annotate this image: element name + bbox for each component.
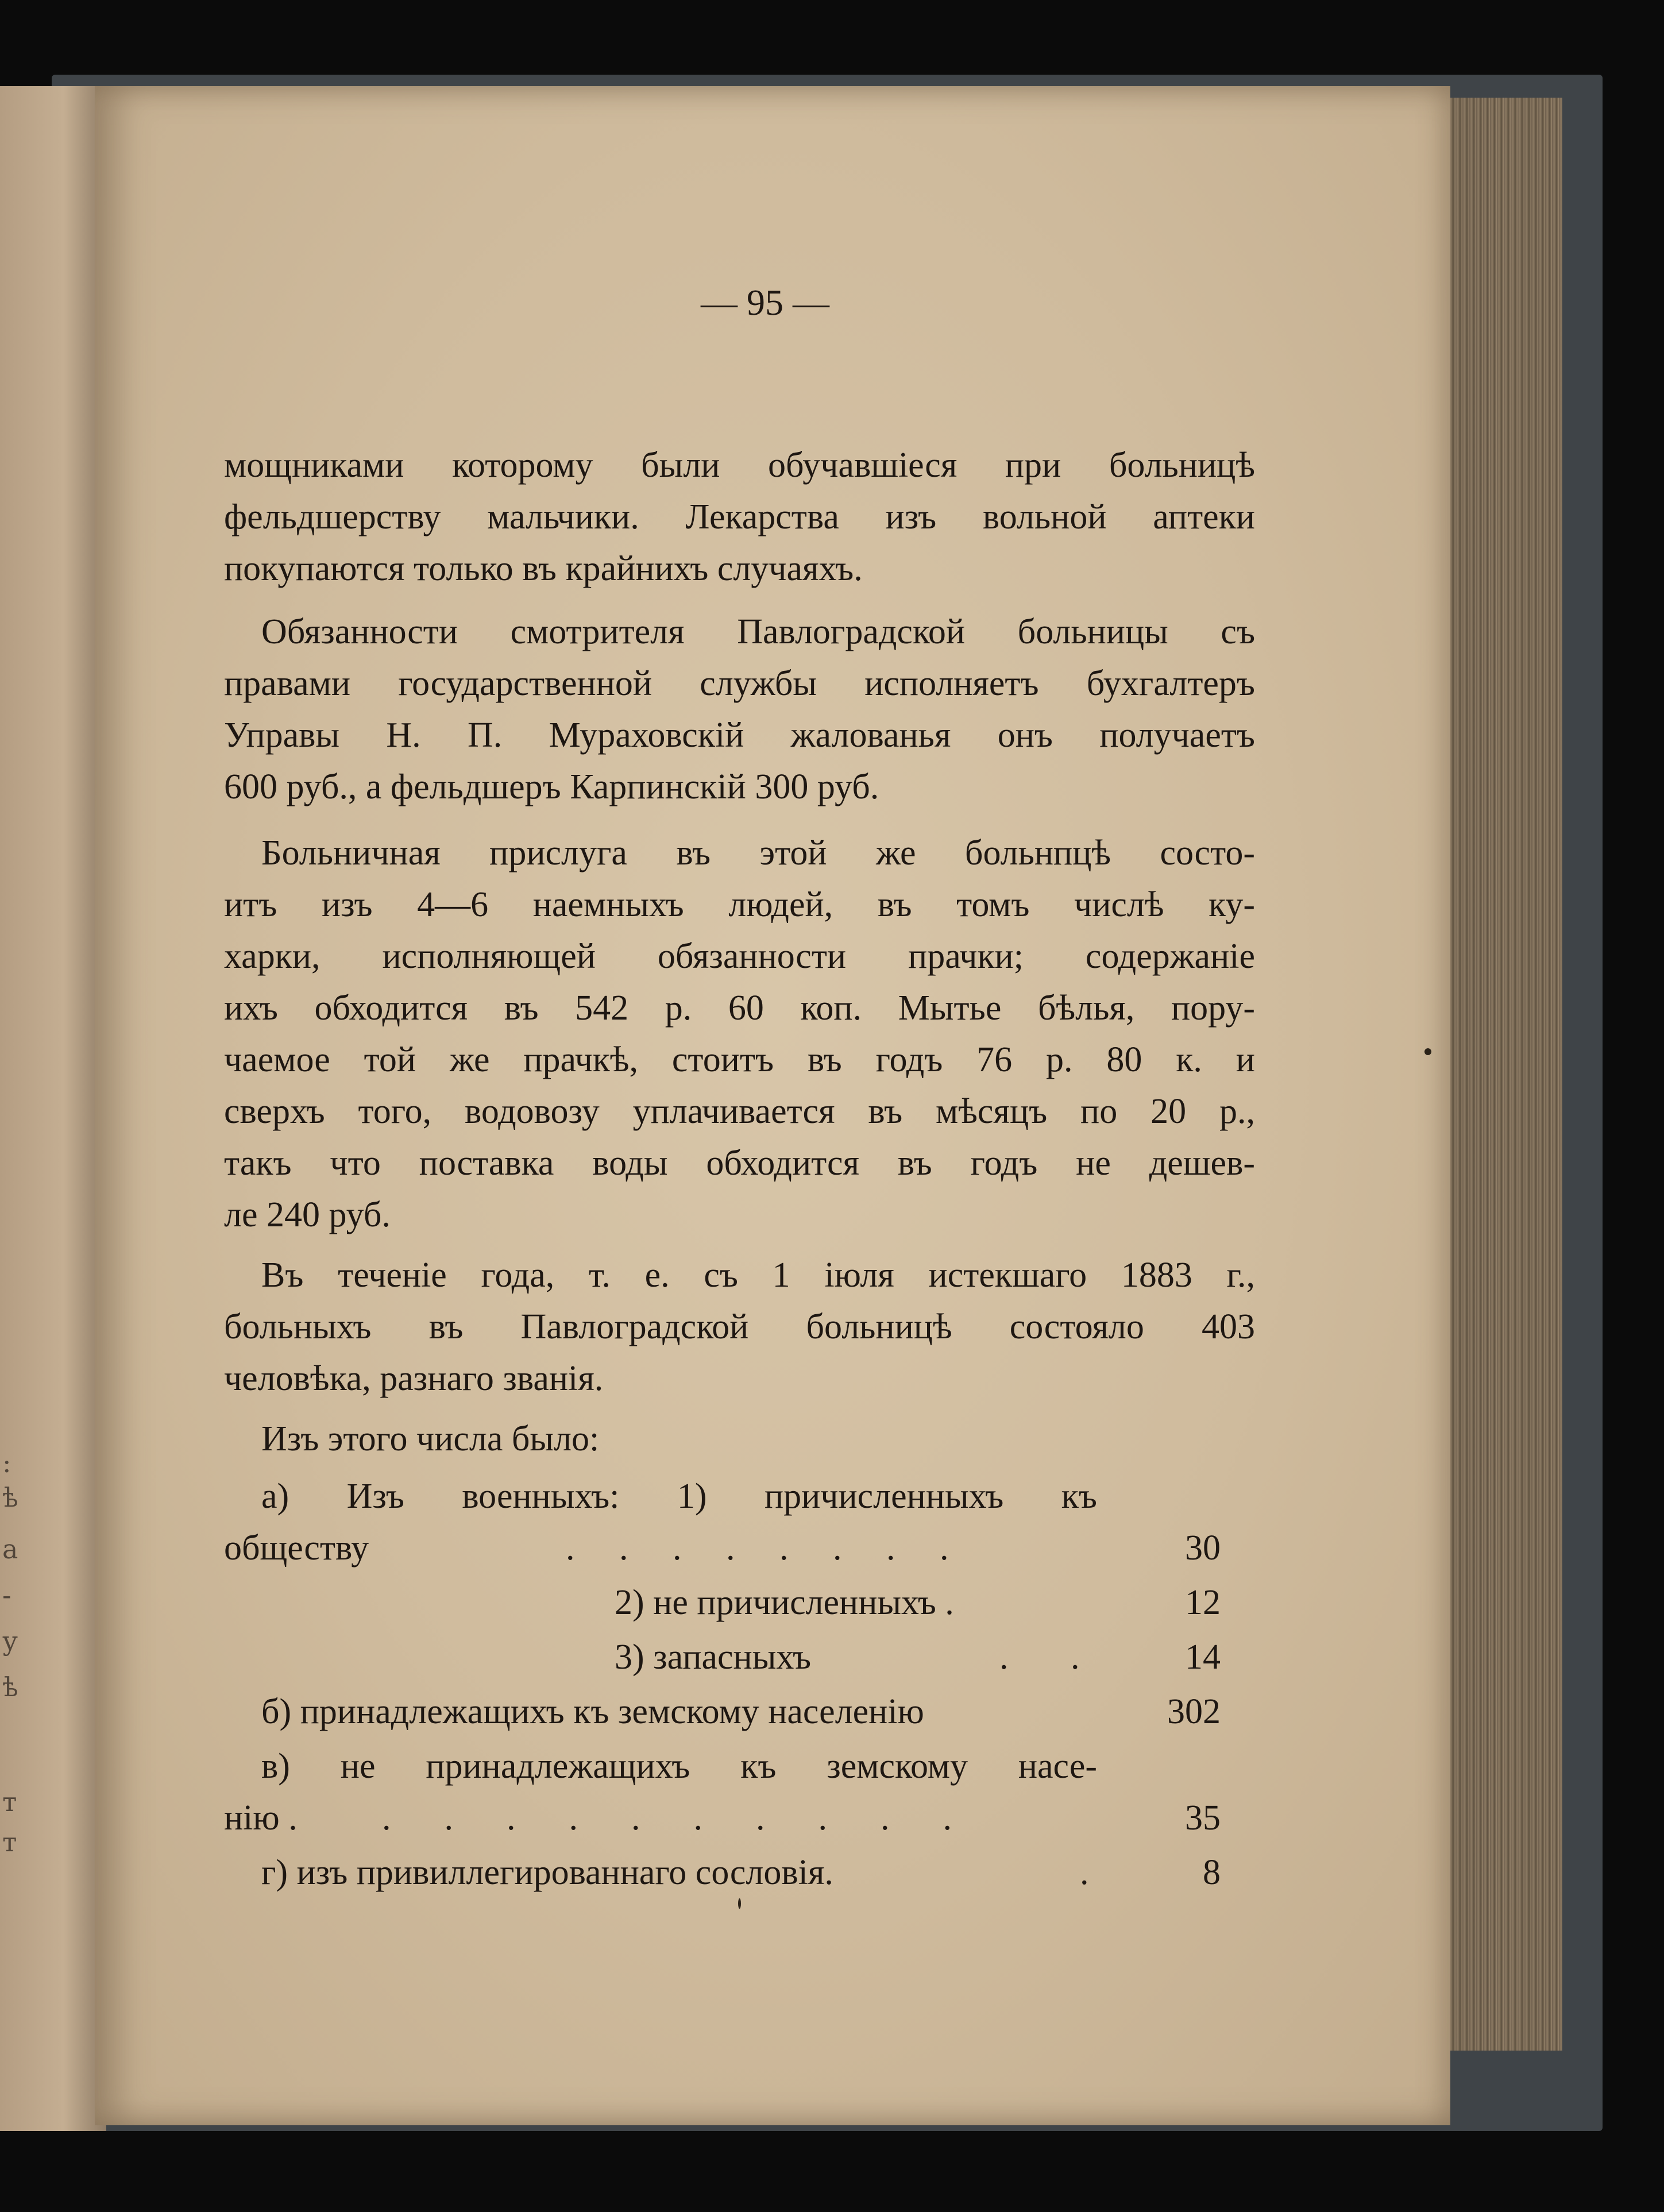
list-value: 14 [1185, 1638, 1221, 1677]
text-line: правами государственной службы исполняетъ бухгалтеръ [224, 664, 1255, 703]
left-facing-page [0, 86, 106, 2131]
leader-dots: . . . . . . . . [566, 1528, 949, 1568]
text-line: покупаются только въ крайнихъ случаяхъ. [224, 549, 863, 588]
left-page-glyph: т [2, 1786, 17, 1817]
page-edges [1442, 98, 1562, 2051]
ink-speck [738, 1898, 741, 1909]
text-line: Больничная прислуга въ этой же больнпцѣ состо- [261, 833, 1255, 873]
text-line: Обязанности смотрителя Павлоградской больницы съ [261, 612, 1255, 651]
list-item-a-line1: а) Изъ военныхъ: 1) причисленныхъ къ [261, 1477, 1097, 1516]
list-item-a3: 3) запасныхъ [615, 1638, 812, 1677]
text-line: 600 руб., а фельдшеръ Карпинскій 300 руб. [224, 767, 879, 806]
list-item-b: б) принадлежащихъ къ земскому населенію [261, 1692, 924, 1731]
ink-speck [1424, 1048, 1431, 1055]
list-item-a-line2: обществу [224, 1528, 369, 1568]
list-item-a2: 2) не причисленныхъ . [615, 1583, 954, 1622]
list-value: 30 [1185, 1528, 1221, 1568]
text-line: сверхъ того, водовозу уплачивается въ мѣсяцъ по 20 р., [224, 1092, 1255, 1131]
leader-dots: . [1080, 1853, 1089, 1892]
list-item-v-line2: нію . [224, 1798, 298, 1837]
text-line: мощниками которому были обучавшіеся при больницѣ [224, 446, 1255, 485]
page-number: — 95 — [701, 282, 829, 323]
leader-dots: . . [999, 1638, 1080, 1677]
text-line: ле 240 руб. [224, 1195, 391, 1234]
left-page-glyph: ѣ [2, 1482, 18, 1513]
list-item-g: г) изъ привиллегированнаго сословія. [261, 1853, 833, 1892]
list-value: 302 [1167, 1692, 1221, 1731]
list-value: 8 [1203, 1853, 1221, 1892]
list-value: 12 [1185, 1583, 1221, 1622]
text-line: фельдшерству мальчики. Лекарства изъ вольной аптеки [224, 497, 1255, 536]
list-intro: Изъ этого числа было: [261, 1419, 600, 1458]
leader-dots: . . . . . . . . . . [382, 1798, 952, 1837]
text-line: больныхъ въ Павлоградской больницѣ состояло 403 [224, 1307, 1255, 1346]
text-line: чаемое той же прачкѣ, стоитъ въ годъ 76 р. 80 к. и [224, 1040, 1255, 1079]
text-line: человѣка, разнаго званія. [224, 1359, 604, 1398]
left-page-glyph: т [2, 1827, 17, 1858]
text-line: итъ изъ 4—6 наемныхъ людей, въ томъ числѣ ку- [224, 885, 1255, 924]
text-line: харки, исполняющей обязанности прачки; содержаніе [224, 937, 1255, 976]
text-line: Управы Н. П. Мураховскій жалованья онъ получаетъ [224, 716, 1255, 755]
left-page-glyph: а [2, 1534, 18, 1565]
text-line: Въ теченіе года, т. е. съ 1 іюля истекшаго 1883 г., [261, 1256, 1255, 1295]
left-page-glyph: у [2, 1626, 18, 1657]
left-page-glyph: - [2, 1580, 11, 1611]
list-value: 35 [1185, 1798, 1221, 1837]
text-line: такъ что поставка воды обходится въ годъ не дешев- [224, 1144, 1255, 1183]
left-page-glyph: : [2, 1447, 11, 1478]
left-page-glyph: ѣ [2, 1671, 18, 1703]
list-item-v-line1: в) не принадлежащихъ къ земскому насе- [261, 1747, 1097, 1786]
text-line: ихъ обходится въ 542 р. 60 коп. Мытье бѣлья, пору- [224, 989, 1255, 1028]
book-page [95, 86, 1450, 2125]
